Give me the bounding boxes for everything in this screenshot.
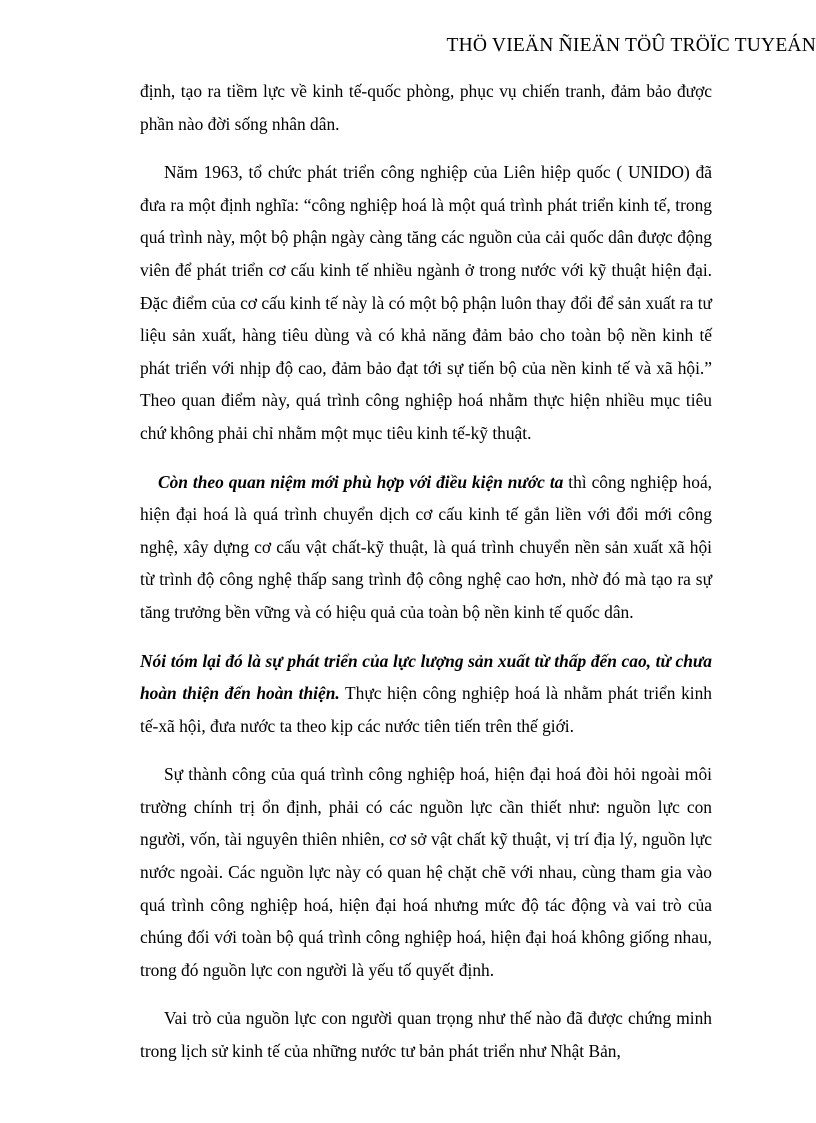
paragraph-summary (140, 645, 712, 743)
paragraph-human-resource-role: Vai trò của nguồn lực con người quan trọng như thế nào đã được chứng minh trong lịch sử kinh tế của những nước tư bản phát triển như Nhật Bản, (140, 1008, 712, 1062)
running-header: THÖ VIEÄN ÑIEÄN TÖÛ TRÖÏC TUYEÁN (446, 35, 816, 56)
emphasis-new-concept: Còn theo quan niệm mới phù hợp với điều kiện nước ta (158, 471, 564, 492)
paragraph-continuation: định, tạo ra tiềm lực về kinh tế-quốc phòng, phục vụ chiến tranh, đảm bảo được phần nào đời sống nhân dân. (140, 81, 712, 134)
paragraph-unido-definition: Năm 1963, tổ chức phát triển công nghiệp của Liên hiệp quốc ( UNIDO) đã đưa ra một định nghĩa: “công nghiệp hoá là một quá trình phát triển kinh tế, trong quá trình này, một bộ phận ngày càng tăng các nguồn của cải quốc dân được động viên để phát triển cơ cấu kinh tế nhiều ngành ở trong nước với kỹ thuật hiện đại. Đặc điểm của cơ cấu kinh tế này là có một bộ phận luôn thay đổi để sản xuất ra tư liệu sản xuất, hàng tiêu dùng và có khả năng đảm bảo cho toàn bộ nền kinh tế phát triển với nhịp độ cao, đảm bảo đạt tới sự tiến bộ của nền kinh tế và xã hội.” Theo quan điểm này, quá trình công nghiệp hoá nhằm thực hiện nhiều mục tiêu chứ không phải chỉ nhằm một mục tiêu kinh tế-kỹ thuật. (140, 162, 712, 443)
paragraph-resources: Sự thành công của quá trình công nghiệp hoá, hiện đại hoá đòi hỏi ngoài môi trường chính trị ổn định, phải có các nguồn lực cần thiết như: nguồn lực con người, vốn, tài nguyên thiên nhiên, cơ sở vật chất kỹ thuật, vị trí địa lý, nguồn lực nước ngoài. Các nguồn lực này có quan hệ chặt chẽ với nhau, cùng tham gia vào quá trình công nghiệp hoá, hiện đại hoá nhưng mức độ tác động và vai trò của chúng đối với toàn bộ quá trình công nghiệp hoá, hiện đại hoá không giống nhau, trong đó nguồn lực con người là yếu tố quyết định. (140, 764, 712, 980)
paragraph-new-concept-text: thì công nghiệp hoá, hiện đại hoá là quá trình chuyển dịch cơ cấu kinh tế gắn liền với đổi mới công nghệ, xây dựng cơ cấu vật chất-kỹ thuật, là quá trình chuyển nền sản xuất xã hội từ trình độ công nghệ thấp sang trình độ công nghệ cao hơn, nhờ đó mà tạo ra sự tăng trưởng bền vững và có hiệu quả của toàn bộ nền kinh tế quốc dân. (140, 471, 713, 622)
document-body (140, 75, 712, 1084)
emphasis-summary: Nói tóm lại đó là sự phát triển của lực lượng sản xuất từ thấp đến cao, từ chưa hoàn thiện đến hoàn thiện. (140, 650, 712, 704)
paragraph-new-concept (140, 466, 712, 629)
paragraph-summary-text: Thực hiện công nghiệp hoá là nhằm phát triển kinh tế-xã hội, đưa nước ta theo kịp các nước tiên tiến trên thế giới. (140, 683, 712, 736)
